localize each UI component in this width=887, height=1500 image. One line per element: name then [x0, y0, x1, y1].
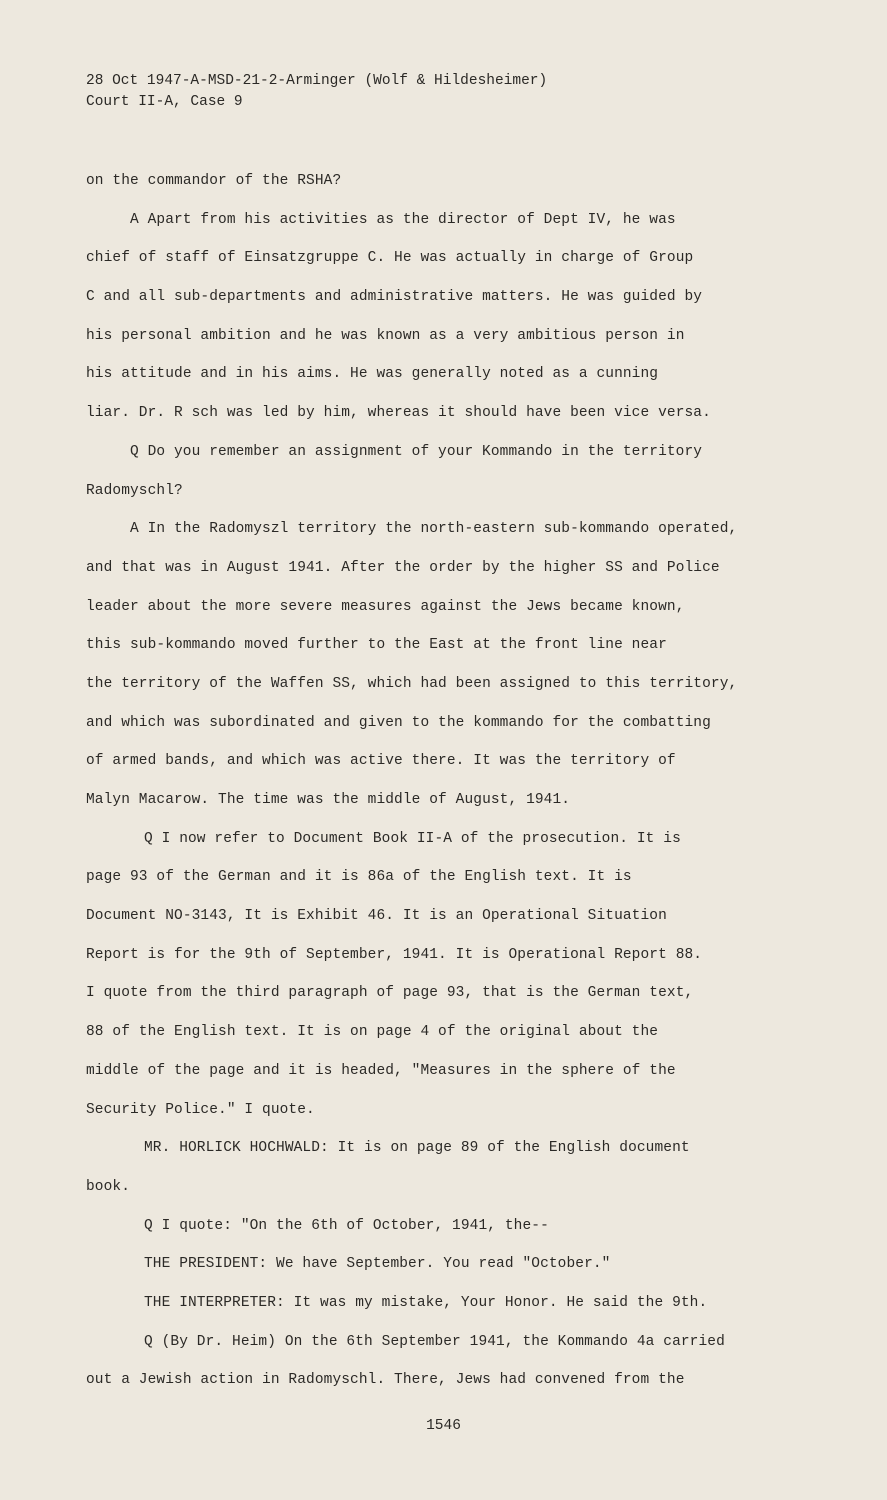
text-line: THE PRESIDENT: We have September. You read "October." [144, 1256, 611, 1273]
text-line: I quote from the third paragraph of page 93, that is the German text, [86, 985, 694, 1002]
text-line: this sub-kommando moved further to the East at the front line near [86, 637, 667, 654]
text-line: liar. Dr. R sch was led by him, whereas it should have been vice versa. [86, 405, 711, 422]
text-line: leader about the more severe measures against the Jews became known, [86, 598, 685, 615]
text-line: Q I now refer to Document Book II-A of the prosecution. It is [144, 830, 681, 847]
text-line: Report is for the 9th of September, 1941. It is Operational Report 88. [86, 946, 703, 963]
text-line: MR. HORLICK HOCHWALD: It is on page 89 of the English document [144, 1140, 690, 1157]
text-line: A In the Radomyszl territory the north-eastern sub-kommando operated, [130, 521, 738, 538]
text-line: C and all sub-departments and administrative matters. He was guided by [86, 289, 703, 306]
header-line-1: 28 Oct 1947-A-MSD-21-2-Arminger (Wolf & Hildesheimer) [86, 73, 548, 89]
text-line: A Apart from his activities as the director of Dept IV, he was [130, 211, 676, 228]
text-line: and which was subordinated and given to the kommando for the combatting [86, 714, 711, 731]
page-number: 1546 [426, 1418, 461, 1434]
text-line: out a Jewish action in Radomyschl. There, Jews had convened from the [86, 1372, 685, 1389]
text-line: THE INTERPRETER: It was my mistake, Your Honor. He said the 9th. [144, 1294, 708, 1311]
text-line: the territory of the Waffen SS, which had been assigned to this territory, [86, 675, 738, 692]
text-line: Malyn Macarow. The time was the middle of August, 1941. [86, 792, 571, 808]
text-line: page 93 of the German and it is 86a of the English text. It is [86, 869, 632, 886]
text-line: Q I quote: "On the 6th of October, 1941, the-- [144, 1217, 549, 1234]
page-header [86, 71, 547, 113]
text-line: his attitude and in his aims. He was generally noted as a cunning [86, 366, 659, 383]
text-line: of armed bands, and which was active there. It was the territory of [86, 753, 676, 770]
text-line: book. [86, 1178, 131, 1195]
text-line: his personal ambition and he was known as a very ambitious person in [86, 327, 685, 344]
text-line: Q (By Dr. Heim) On the 6th September 1941, the Kommando 4a carried [144, 1333, 725, 1350]
text-line: Radomyschl? [86, 482, 183, 499]
text-line: 88 of the English text. It is on page 4 of the original about the [86, 1024, 659, 1041]
header-line-2: Court II-A, Case 9 [86, 94, 243, 110]
transcript-body [86, 170, 816, 1408]
text-line: middle of the page and it is headed, "Measures in the sphere of the [86, 1062, 676, 1079]
text-line: Document NO-3143, It is Exhibit 46. It is an Operational Situation [86, 908, 667, 925]
text-line: chief of staff of Einsatzgruppe C. He was actually in charge of Group [86, 250, 694, 267]
text-line: Security Police." I quote. [86, 1101, 315, 1118]
text-line: on the commandor of the RSHA? [86, 173, 342, 189]
text-line: Q Do you remember an assignment of your Kommando in the territory [130, 443, 703, 460]
text-line: and that was in August 1941. After the order by the higher SS and Police [86, 559, 720, 576]
